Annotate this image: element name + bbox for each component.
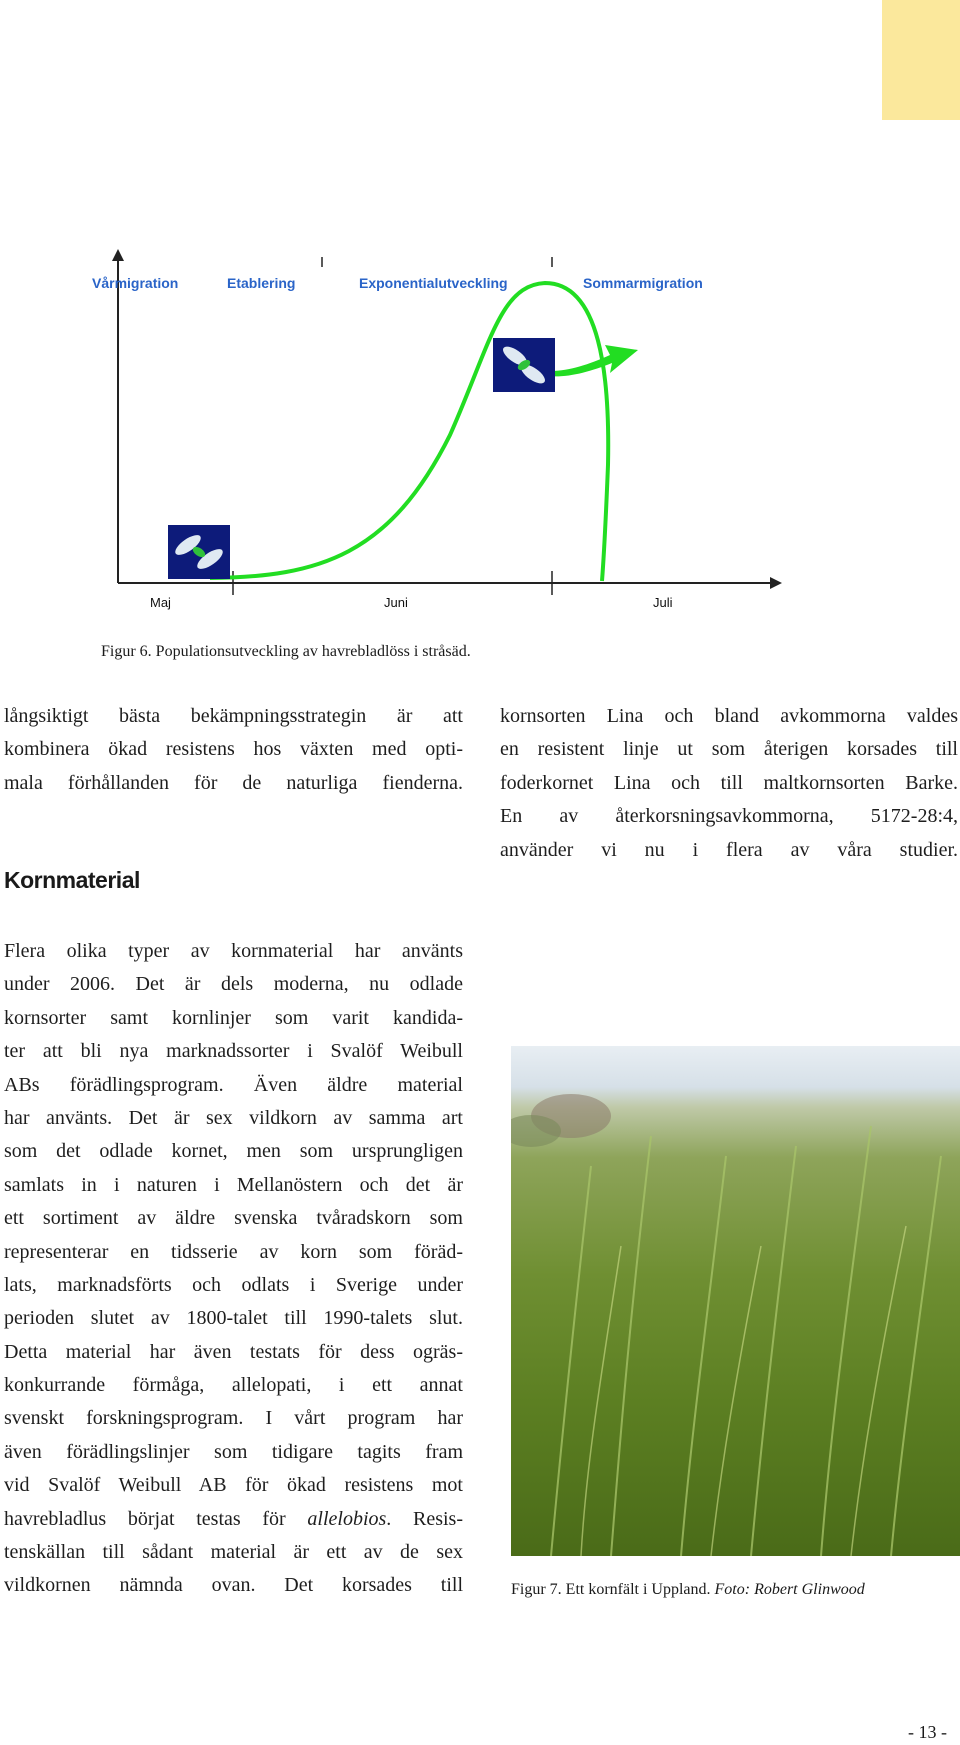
month-label: Maj — [150, 595, 171, 610]
text-line: ett sortiment av äldre svenska tvåradskorn som — [4, 1207, 463, 1230]
text-line: en resistent linje ut som återigen korsades till — [500, 738, 958, 761]
text-line: mala förhållanden för de naturliga fienderna. — [4, 771, 463, 794]
text-line: långsiktigt bästa bekämpningsstrategin är att — [4, 705, 463, 727]
text-line: Flera olika typer av kornmaterial har använts — [4, 940, 463, 962]
section-heading: Kornmaterial — [4, 867, 140, 893]
text-line: kornsorten Lina och bland avkommorna valdes — [500, 705, 958, 727]
text-line: samlats in i naturen i Mellanöstern och det är — [4, 1173, 463, 1196]
month-label: Juli — [653, 595, 673, 610]
body-paragraph — [4, 935, 463, 1603]
text-line: har använts. Det är sex vildkorn av samma art — [4, 1106, 463, 1129]
phase-label: Etablering — [227, 275, 296, 291]
text-line: perioden slutet av 1800-talet till 1990-talets slut. — [4, 1307, 463, 1330]
text-line: kombinera ökad resistens hos växten med opti- — [4, 738, 463, 761]
text-line: Detta material har även testats för dess ogräs- — [4, 1340, 463, 1363]
text-line: foderkornet Lina och till maltkornsorten Barke. — [500, 771, 958, 794]
intro-paragraph — [4, 700, 463, 800]
figure6-caption: Figur 6. Populationsutveckling av havrebladlöss i stråsäd. — [101, 643, 471, 660]
caption-text: Figur 7. Ett kornfält i Uppland. — [511, 1581, 715, 1598]
text-line: som det odlade kornet, men som ursprungligen — [4, 1140, 463, 1163]
page-number: - 13 - — [908, 1722, 947, 1742]
phase-label: Sommarmigration — [583, 275, 703, 291]
population-diagram — [90, 255, 810, 625]
text-line: under 2006. Det är dels moderna, nu odlade — [4, 973, 463, 996]
text-line: ABs förädlingsprogram. Även äldre material — [4, 1073, 463, 1096]
text-line: kornsorter samt kornlinjer som varit kandida- — [4, 1006, 463, 1029]
aphid-illustration — [168, 525, 230, 579]
italic-term: allelobios — [307, 1507, 387, 1530]
barley-field-photo — [511, 1046, 960, 1556]
text-line — [4, 1503, 463, 1536]
aphid-illustration — [493, 338, 555, 392]
text-line: även förädlingslinjer som tidigare tagits fram — [4, 1440, 463, 1463]
text-line: representerar en tidsserie av korn som föräd- — [4, 1240, 463, 1263]
text-line: lats, marknadsförts och odlats i Sverige under — [4, 1273, 463, 1296]
text-segment: . Resis- — [386, 1507, 463, 1530]
text-line: tenskällan till sådant material är ett av de sex — [4, 1541, 463, 1564]
text-line: svenskt forskningsprogram. I vårt program har — [4, 1407, 463, 1430]
phase-label: Exponentialutveckling — [359, 275, 508, 291]
x-axis-arrow — [770, 577, 782, 589]
text-line: ter att bli nya marknadssorter i Svalöf Weibull — [4, 1040, 463, 1063]
text-line: vid Svalöf Weibull AB för ökad resistens mot — [4, 1474, 463, 1497]
y-axis-arrow — [112, 249, 124, 261]
text-line: vildkornen nämnda ovan. Det korsades till — [4, 1574, 463, 1597]
figure7-caption — [511, 1581, 865, 1599]
corner-color-tab — [882, 0, 960, 120]
text-line: konkurrande förmåga, allelopati, i ett annat — [4, 1374, 463, 1397]
phase-label: Vårmigration — [92, 275, 179, 291]
right-paragraph — [500, 700, 958, 867]
text-line: En av återkorsningsavkommorna, 5172-28:4, — [500, 805, 958, 828]
month-label: Juni — [384, 595, 408, 610]
population-curve — [210, 283, 608, 581]
text-segment: havrebladlus börjat testas för — [4, 1507, 308, 1530]
photo-credit: Foto: Robert Glinwood — [714, 1581, 865, 1598]
text-line: använder vi nu i flera av våra studier. — [500, 838, 958, 861]
